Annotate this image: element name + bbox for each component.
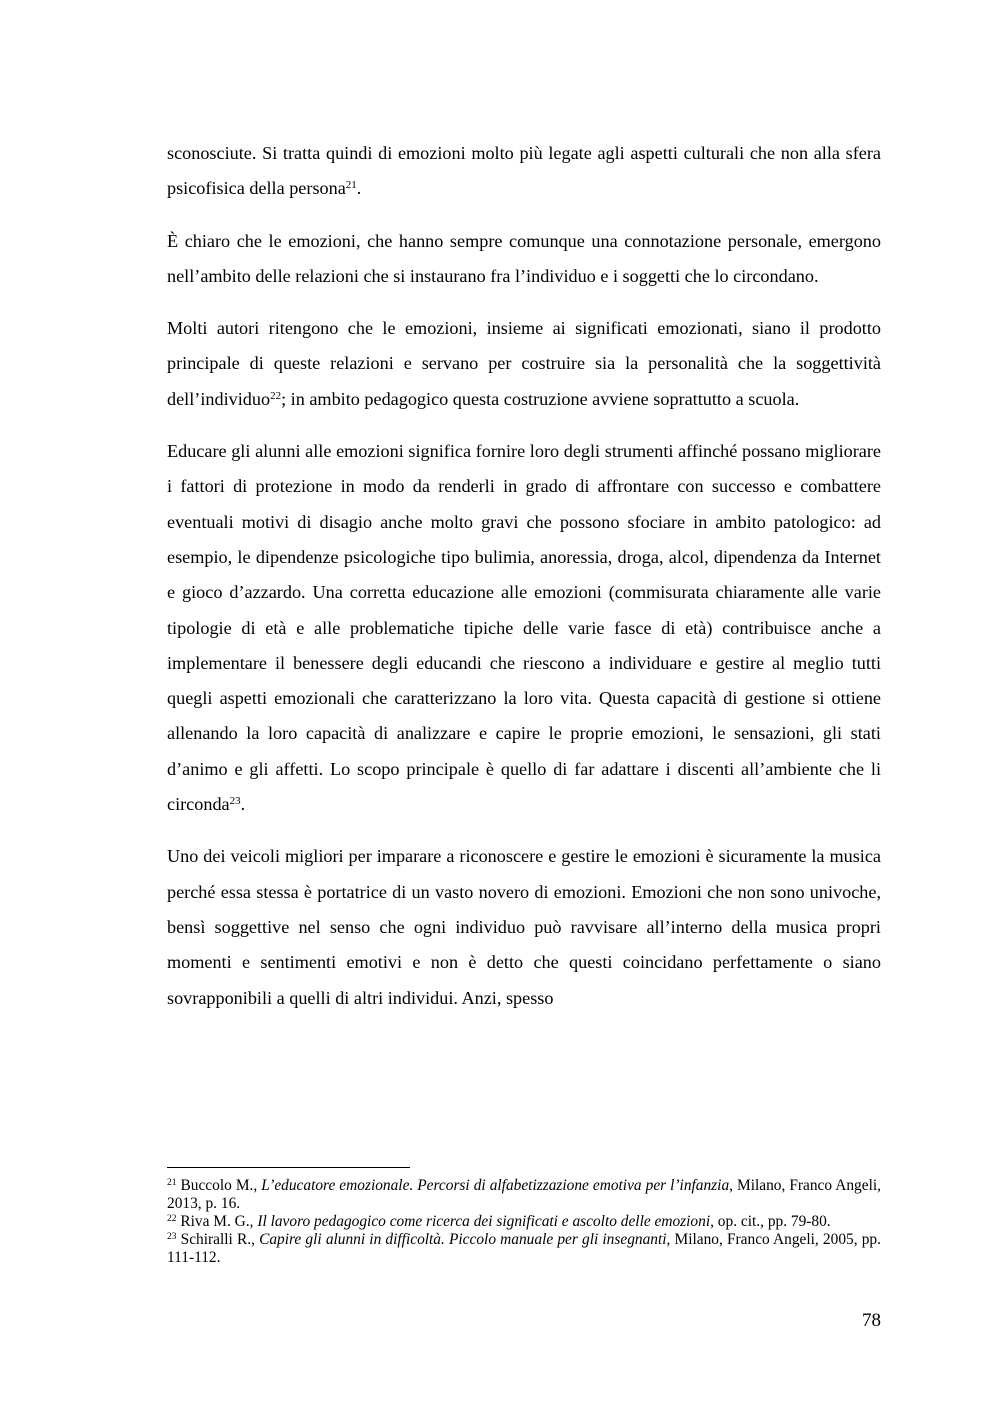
footnotes [167, 1177, 881, 1267]
paragraph-text: Educare gli alunni alle emozioni significa fornire loro degli strumenti affinché possano migliorare i fattori di protezione in modo da renderli in grado di affrontare con successo e combattere eventuali motivi di disagio anche molto gravi che possono sfociare in ambito patologico: ad esempio, le dipendenze psicologiche tipo bulimia, anoressia, droga, alcol, dipendenza da Internet e gioco d’azzardo. Una corretta educazione alle emozioni (commisurata chiaramente alle varie tipologie di età e alle problematiche tipiche delle varie fasce di età) contribuisce anche a implementare il benessere degli educandi che riescono a individuare e gestire al meglio tutti quegli aspetti emozionali che caratterizzano la loro vita. Questa capacità di gestione si ottiene allenando la loro capacità di analizzare e capire le proprie emozioni, le sensazioni, gli stati d’animo e gli affetti. Lo scopo principale è quello di far adattare i discenti all’ambiente che li circonda [167, 441, 881, 815]
footnote-title: Capire gli alunni in difficoltà. Piccolo manuale per gli insegnanti [259, 1231, 667, 1248]
body-text [167, 136, 881, 1033]
page-number: 78 [862, 1310, 881, 1331]
footnote-title: L’educatore emozionale. Percorsi di alfabetizzazione emotiva per l’infanzia [261, 1177, 730, 1194]
paragraph [167, 434, 881, 822]
footnote-reference[interactable]: 23 [229, 795, 241, 807]
footnote-details: , op. cit., pp. 79-80. [710, 1213, 831, 1230]
paragraph-text: Uno dei veicoli migliori per imparare a riconoscere e gestire le emozioni è sicuramente la musica perché essa stessa è portatrice di un vasto novero di emozioni. Emozioni che non sono univoche, bensì soggettive nel senso che ogni individuo può ravvisare all’interno della musica propri momenti e sentimenti emotivi e non è detto che questi coincidano perfettamente o siano sovrapponibili a quelli di altri individui. Anzi, spesso [167, 846, 881, 1008]
paragraph-text: . [356, 178, 362, 199]
footnote-reference[interactable]: 22 [270, 389, 282, 402]
footnote-author: Riva M. G., [180, 1213, 254, 1230]
footnote [167, 1231, 881, 1267]
footnote [167, 1177, 881, 1213]
paragraph [167, 136, 881, 207]
paragraph-text: Molti autori ritengono che le emozioni, insieme ai significati emozionati, siano il prodotto principale di queste relazioni e servano per costruire sia la personalità che la soggettività dell’individuo [167, 318, 881, 409]
paragraph [167, 311, 881, 417]
footnote-number: 23 [167, 1232, 177, 1243]
paragraph-text: È chiaro che le emozioni, che hanno sempre comunque una connotazione personale, emergono nell’ambito delle relazioni che si instaurano fra l’individuo e i soggetti che lo circondano. [167, 230, 881, 286]
footnote-author: Schiralli R., [180, 1231, 255, 1248]
paragraph-text: . [240, 794, 246, 815]
footnote [167, 1213, 881, 1231]
footnote-number: 22 [167, 1214, 177, 1225]
footnote-author: Buccolo M., [180, 1177, 258, 1194]
paragraph [167, 224, 881, 295]
footnote-separator [167, 1167, 410, 1168]
paragraph-text: sconosciute. Si tratta quindi di emozioni molto più legate agli aspetti culturali che non alla sfera psicofisica della persona [167, 143, 881, 199]
footnote-details: , Milano, Franco Angeli, 2013, p. 16. [167, 1177, 881, 1212]
footnote-details: , Milano, Franco Angeli, 2005, pp. 111-112. [167, 1231, 881, 1266]
paragraph-text: ; in ambito pedagogico questa costruzione avviene soprattutto a scuola. [281, 388, 800, 409]
footnote-reference[interactable]: 21 [345, 179, 357, 192]
paragraph [167, 839, 881, 1015]
footnote-title: Il lavoro pedagogico come ricerca dei significati e ascolto delle emozioni [257, 1213, 711, 1230]
footnote-number: 21 [167, 1178, 177, 1189]
